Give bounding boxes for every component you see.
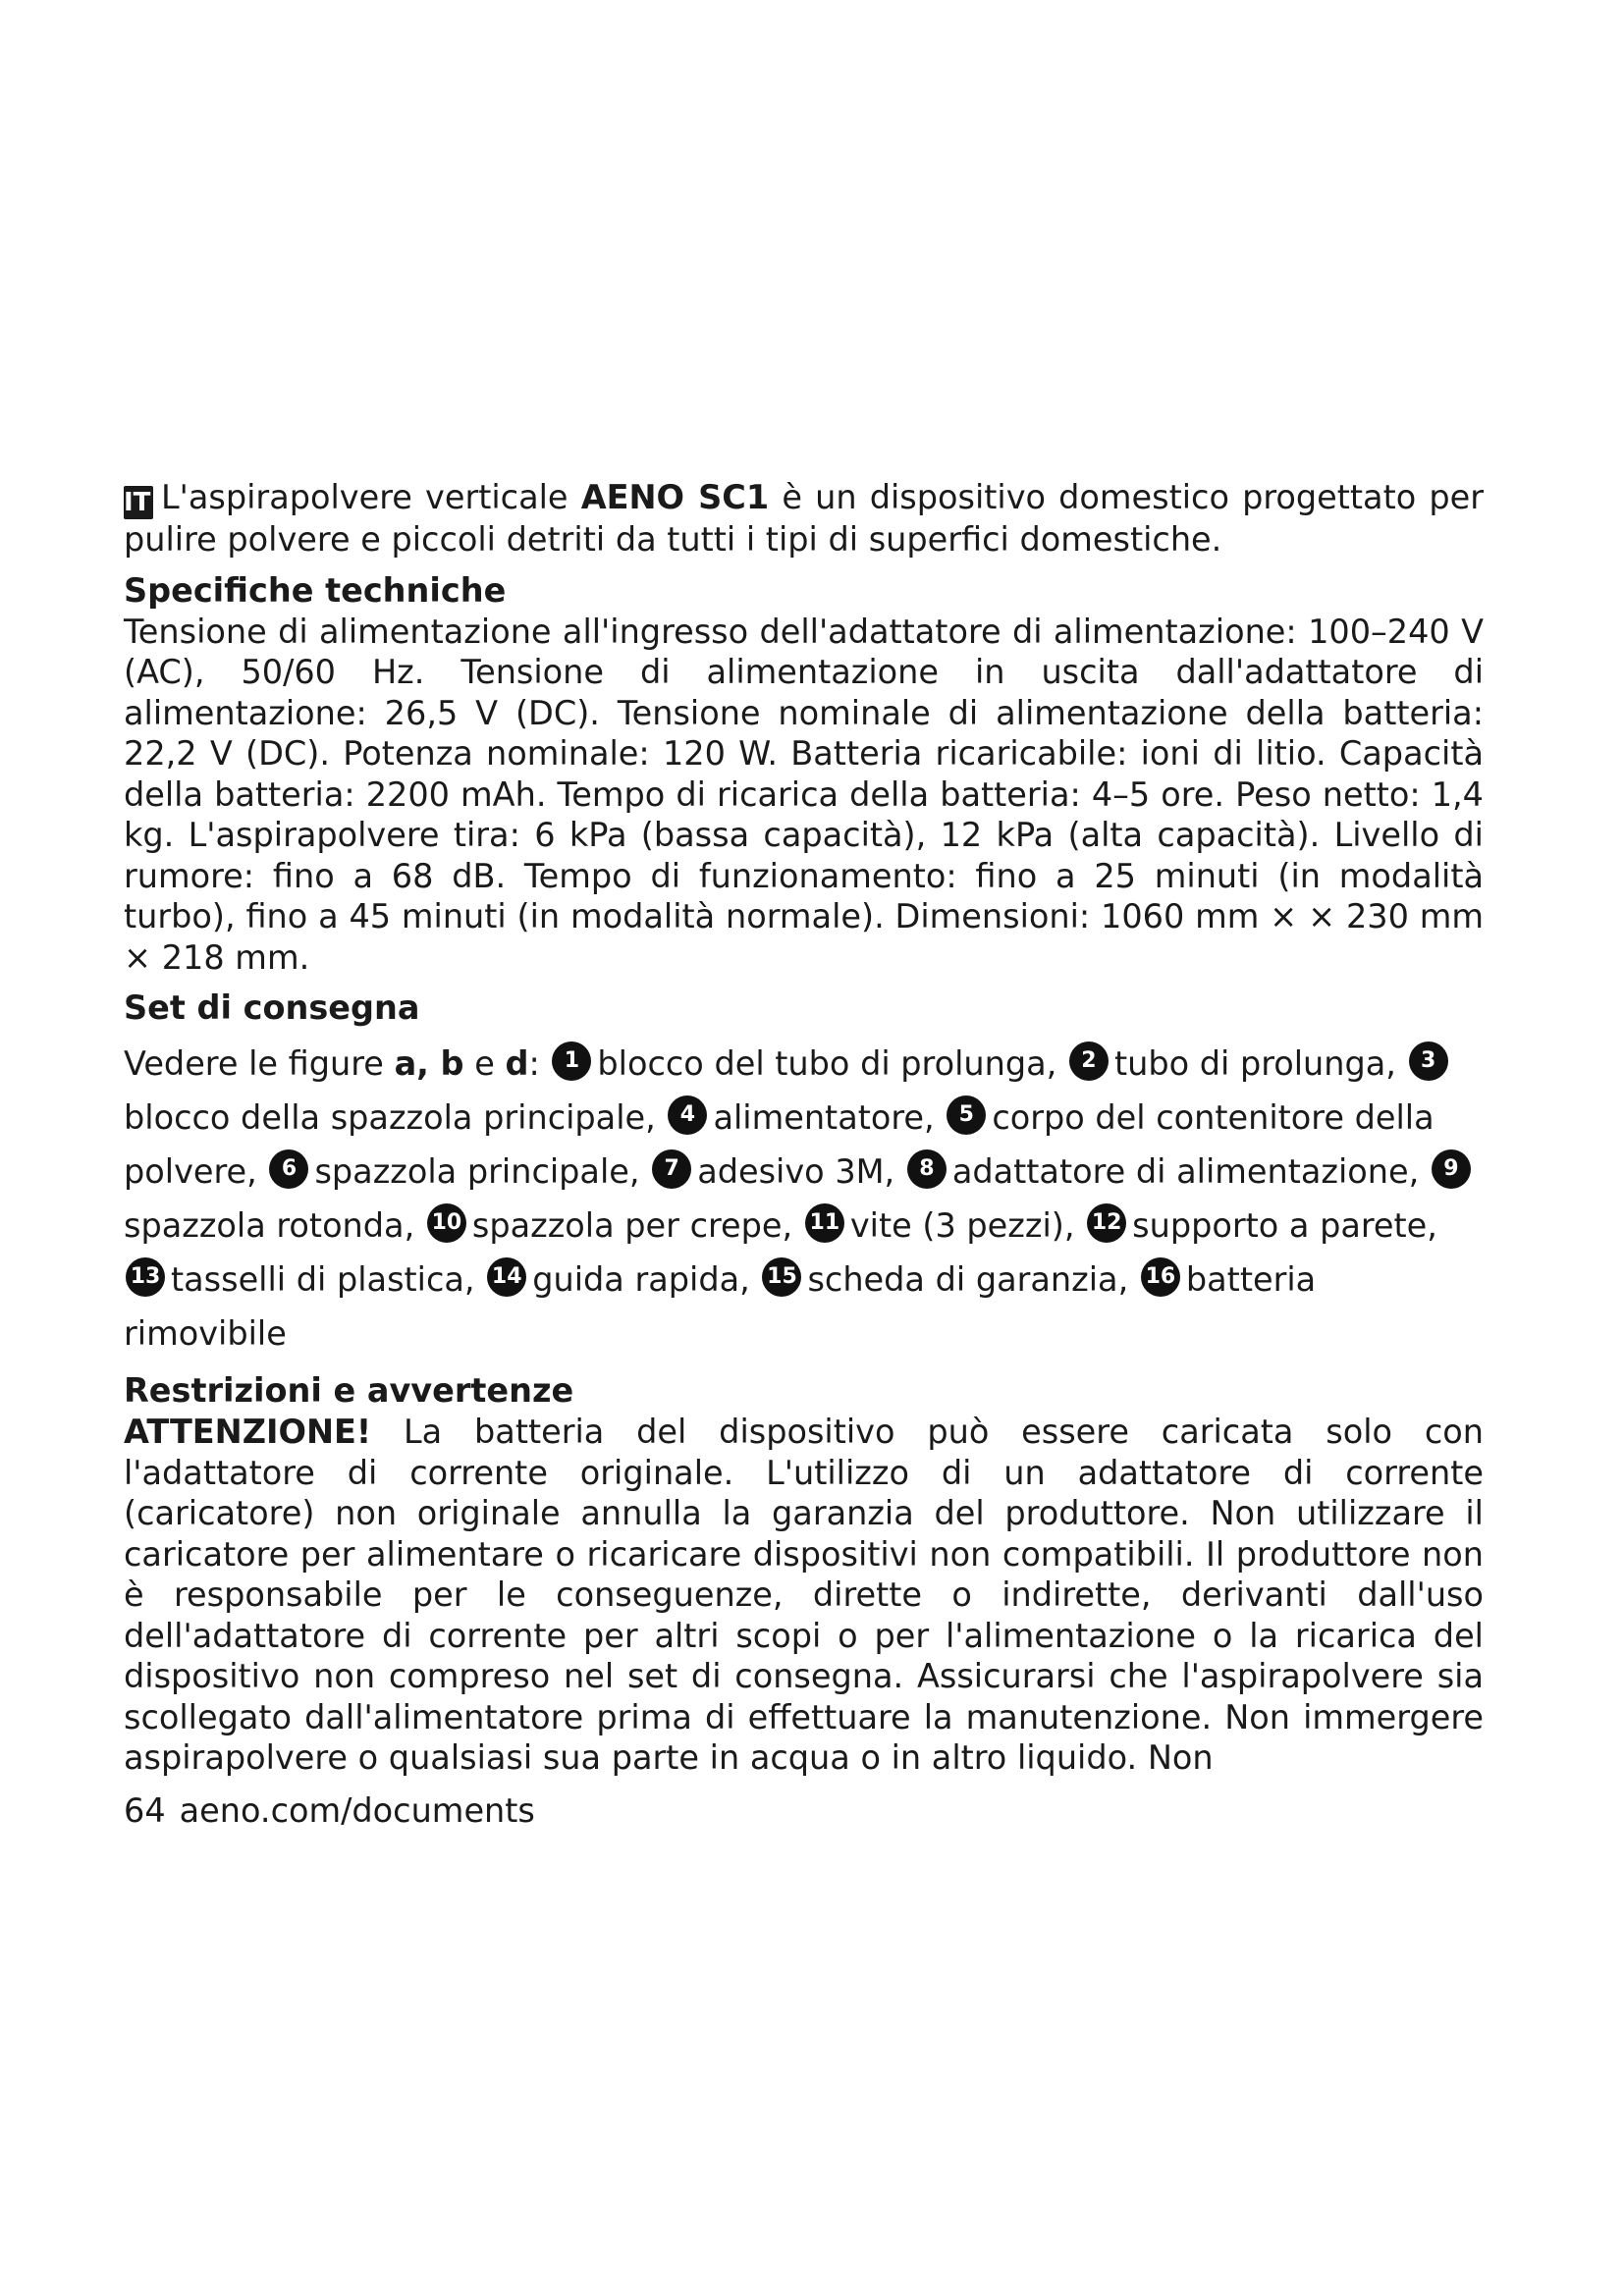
item-label: blocco della spazzola principale, [124,1098,656,1137]
item-label: spazzola rotonda, [124,1206,415,1245]
footer-url: aeno.com/documents [179,1790,535,1830]
item-number-badge: 6 [269,1149,308,1189]
item-label: scheda di garanzia, [807,1260,1129,1299]
item-13 [124,1260,475,1299]
delivery-conj: e [463,1044,506,1083]
item-number-badge: 3 [1409,1041,1448,1081]
item-number-badge: 4 [668,1095,707,1135]
item-10 [425,1206,792,1245]
attention-label: ATTENZIONE! [124,1413,372,1451]
item-4 [666,1098,934,1137]
model-name: AENO SC1 [580,478,770,516]
item-number-badge: 9 [1432,1149,1471,1189]
delivery-colon: : [528,1044,540,1083]
item-number-badge: 1 [552,1041,591,1081]
item-number-badge: 13 [126,1257,165,1297]
intro-text-after: è un dispositivo domestico progettato per pulire polvere e piccoli detriti da tutti i tipi di superfici domestiche. [124,478,1485,559]
figure-ref-d: d [505,1044,529,1083]
item-label: blocco del tubo di prolunga, [597,1044,1057,1083]
language-badge: IT [124,486,153,519]
item-number-badge: 15 [762,1257,801,1297]
item-12 [1085,1206,1437,1245]
item-label: supporto a parete, [1132,1206,1437,1245]
specs-heading: Specifiche techniche [124,570,507,610]
item-number-badge: 2 [1069,1041,1109,1081]
item-label: corpo del contenitore della polvere, [124,1098,1435,1191]
item-7 [650,1152,894,1191]
item-14 [485,1260,750,1299]
figure-refs: a, b [394,1044,464,1083]
item-number-badge: 8 [907,1149,947,1189]
item-label: batteria rimovibile [124,1260,1317,1353]
item-label: guida rapida, [532,1260,750,1299]
restrictions-heading: Restrizioni e avvertenze [124,1371,574,1410]
item-number-badge: 5 [947,1095,986,1135]
item-6 [267,1152,639,1191]
item-label: spazzola principale, [314,1152,640,1191]
item-number-badge: 14 [487,1257,526,1297]
item-number-badge: 10 [427,1203,466,1243]
item-number-badge: 16 [1141,1257,1180,1297]
item-label: adattatore di alimentazione, [951,1152,1420,1191]
item-8 [905,1152,1419,1191]
page-footer [124,1790,1484,1832]
item-label: tasselli di plastica, [171,1260,475,1299]
delivery-list [124,1037,1484,1361]
restrictions-body: La batteria del dispositivo può essere caricata solo con l'adattatore di corrente originale. L'utilizzo di un adattatore di corrente (caricatore) non originale annulla la garanzia del produttore. Non utilizzare il caricatore per alimentare o ricaricare dispositivi non compatibili. Il produttore non è responsabile per le conseguenze, dirette o indirette, derivanti dall'uso dell'adattatore di corrente per altri scopi o per l'alimentazione o la ricarica del dispositivo non compreso nel set di consegna. Assicurarsi che l'aspirapolvere sia scollegato dall'alimentatore prima di effettuare la manutenzione. Non immergere aspirapolvere o qualsiasi sua parte in acqua o in altro liquido. Non [124,1413,1484,1777]
item-number-badge: 7 [652,1149,691,1189]
item-label: tubo di prolunga, [1113,1044,1396,1083]
delivery-intro: Vedere le figure [124,1044,395,1083]
item-15 [760,1260,1128,1299]
item-11 [803,1206,1075,1245]
item-number-badge: 12 [1087,1203,1126,1243]
item-number-badge: 11 [805,1203,844,1243]
specs-text: Tensione di alimentazione all'ingresso dell'adattatore di alimentazione: 100–240 V (AC), 50/60 Hz. Tensione di alimentazione in uscita dall'adattatore di alimentazione: 26,5 V (DC). Tensione nominale di alimentazione della batteria: 22,2 V (DC). Potenza nominale: 120 W. Batteria ricaricabile: ioni di litio. Capacità della batteria: 2200 mAh. Tempo di ricarica della batteria: 4–5 ore. Peso netto: 1,4 kg. L'aspirapolvere tira: 6 kPa (bassa capacità), 12 kPa (alta capacità). Livello di rumore: fino a 68 dB. Tempo di funzionamento: fino a 25 minuti (in modalità turbo), fino a 45 minuti (in modalità normale). Dimensioni: 1060 mm × × 230 mm × 218 mm. [124,612,1484,977]
item-1 [550,1044,1056,1083]
item-label: alimentatore, [713,1098,935,1137]
item-2 [1067,1044,1396,1083]
item-label: adesivo 3M, [697,1152,895,1191]
restrictions-text [124,1412,1484,1779]
item-label: vite (3 pezzi), [849,1206,1075,1245]
page-number: 64 [124,1790,166,1830]
item-label: spazzola per crepe, [471,1206,793,1245]
page-content [124,477,1484,1832]
intro-paragraph [124,477,1484,561]
intro-text-before: L'aspirapolvere verticale [161,478,581,516]
delivery-heading: Set di consegna [124,988,420,1027]
